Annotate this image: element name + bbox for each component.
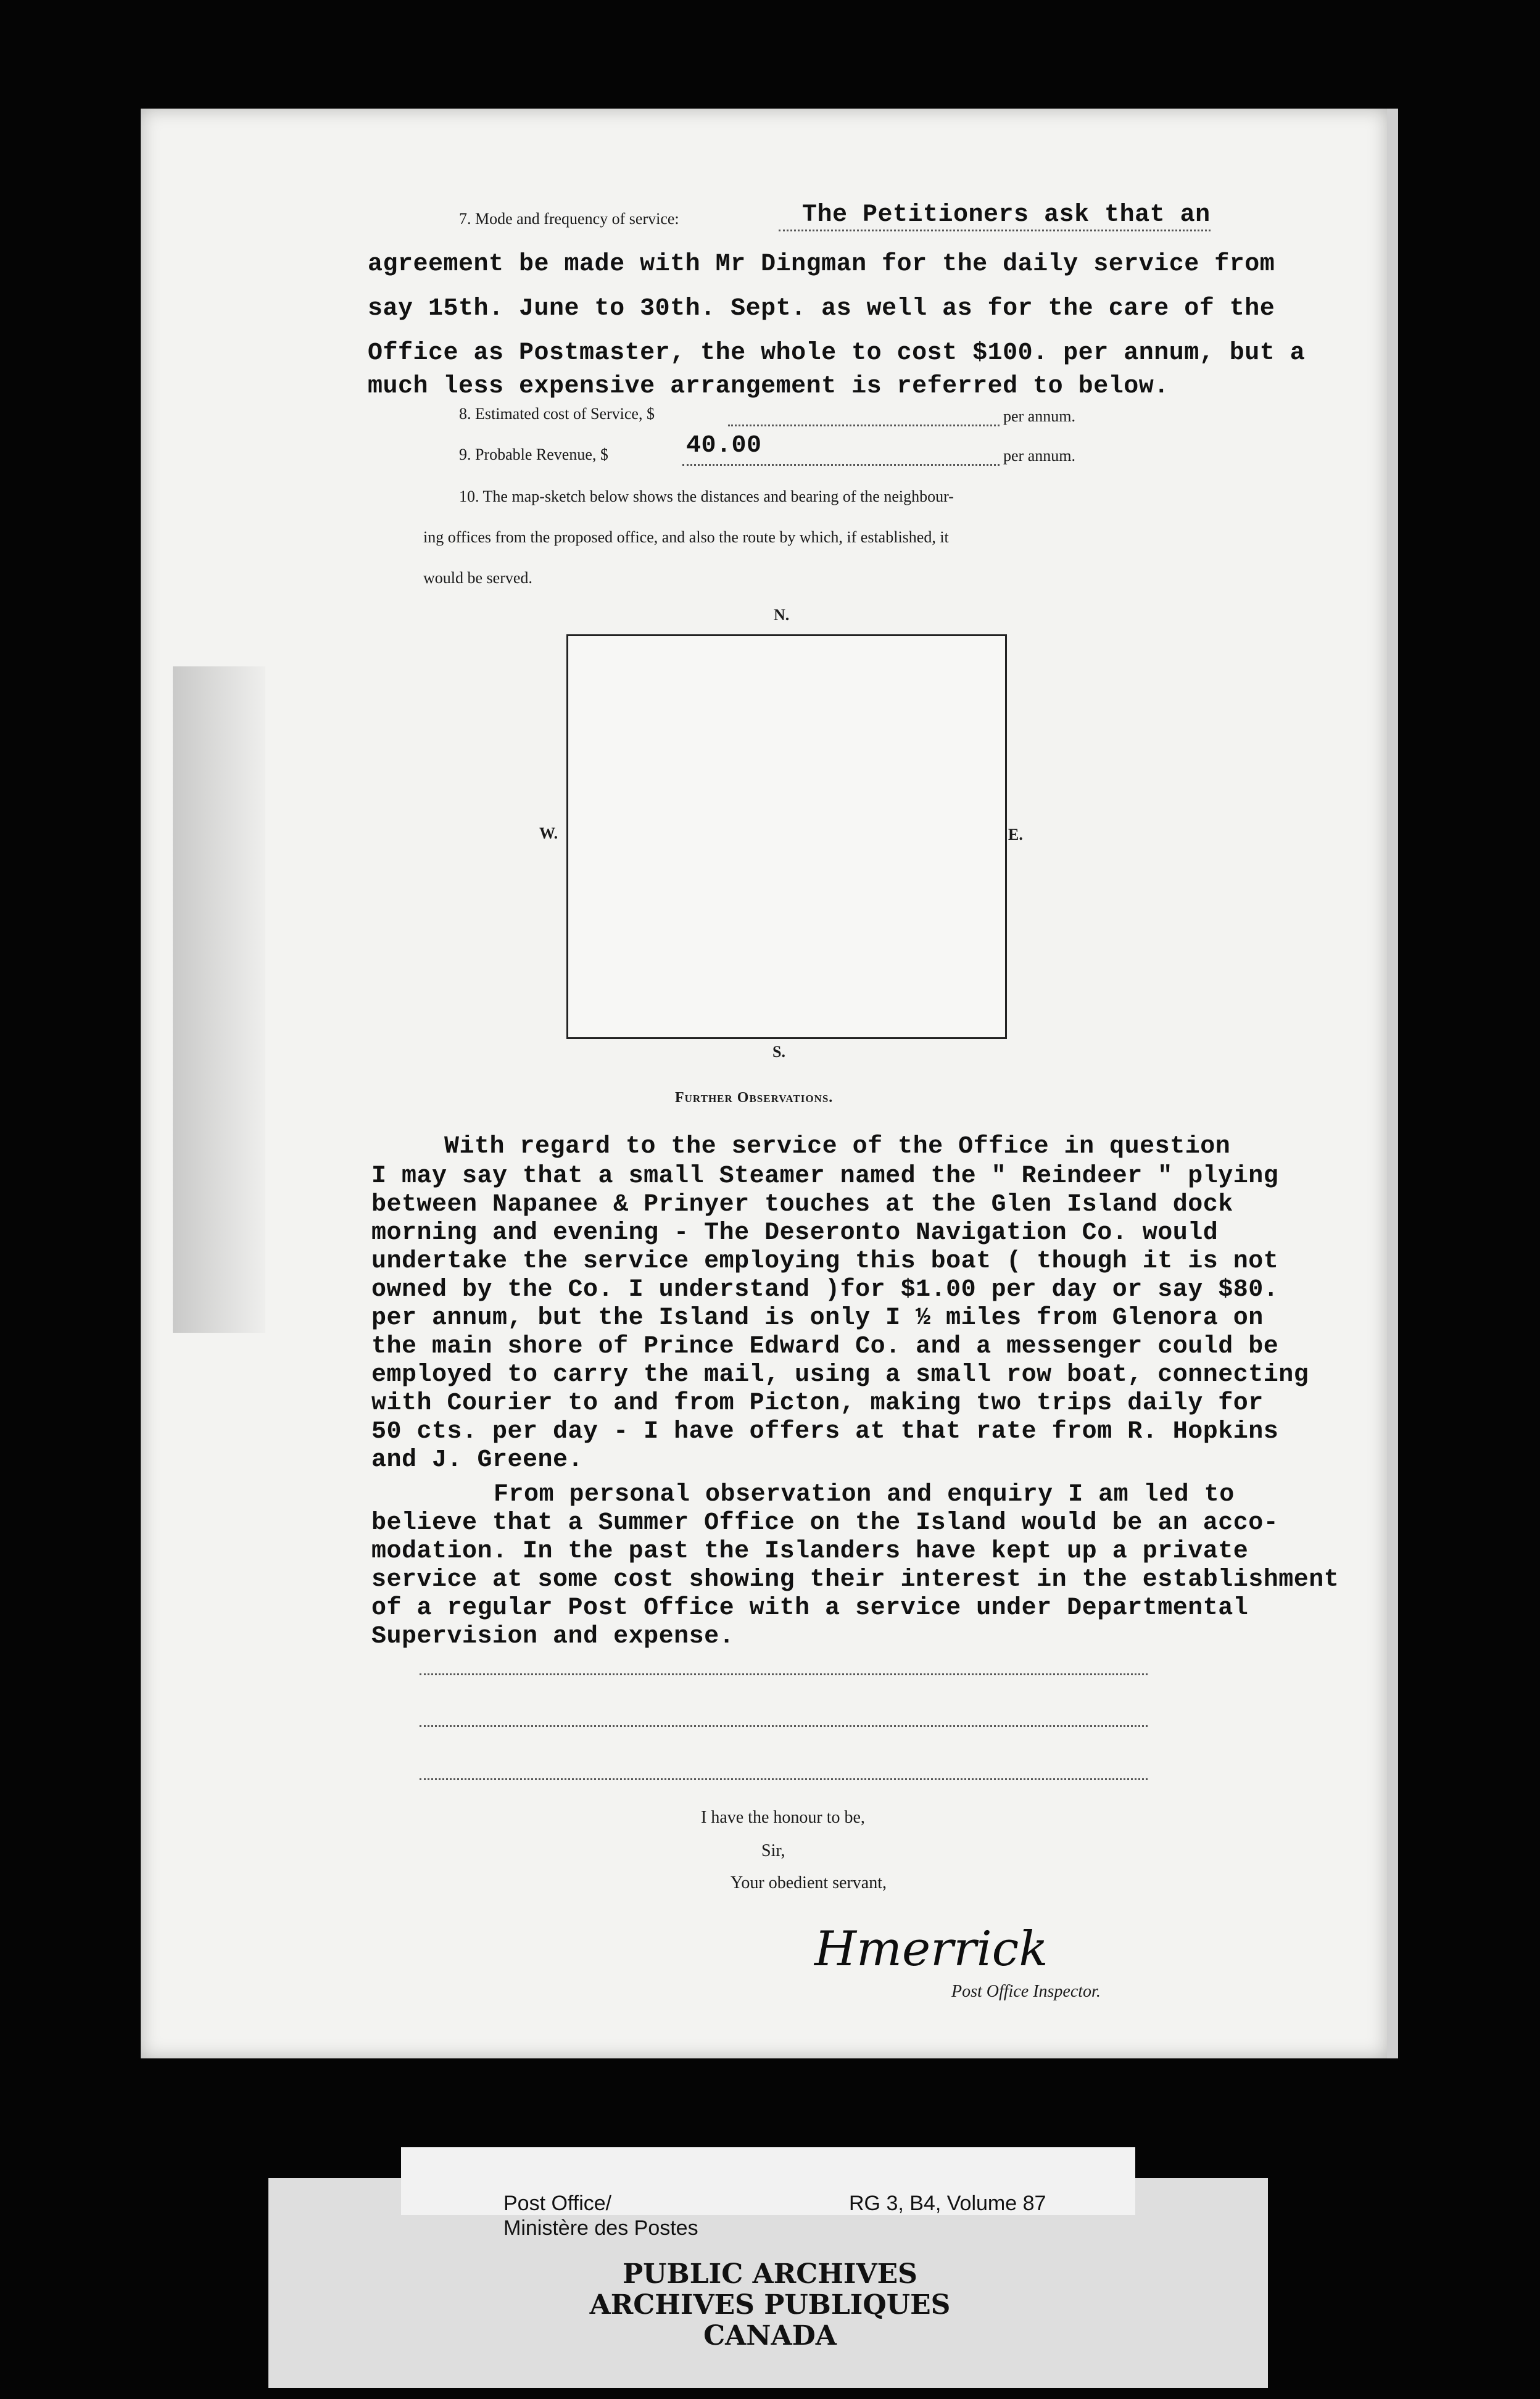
observation-line-4: morning and evening - The Deseronto Navigation Co. would	[371, 1219, 1219, 1247]
archives-line-3: CANADA	[703, 2320, 837, 2351]
item7-dotline	[779, 230, 1211, 231]
closing-line-3: Your obedient servant,	[731, 1873, 887, 1892]
observation-line-5: undertake the service employing this boat ( though it is not	[371, 1248, 1279, 1275]
observation-line-15: modation. In the past the Islanders have kept up a private	[371, 1538, 1249, 1565]
observation-line-6: owned by the Co. I understand )for $1.00 per day or say $80.	[371, 1276, 1279, 1304]
compass-east: E.	[1008, 826, 1023, 843]
item9-per-annum: per annum.	[1003, 447, 1075, 465]
closing-line-2: Sir,	[761, 1841, 785, 1860]
archives-line-2: ARCHIVES PUBLIQUES	[589, 2289, 951, 2321]
observation-line-16: service at some cost showing their interest in the establishment	[371, 1566, 1339, 1594]
item7-text-line1: The Petitioners ask that an	[802, 201, 1211, 229]
observation-line-9: employed to carry the mail, using a small row boat, connecting	[371, 1361, 1309, 1389]
item9-value: 40.00	[686, 432, 762, 460]
observation-line-1: With regard to the service of the Office in question	[444, 1133, 1231, 1161]
further-observations-title: Further Observations.	[675, 1090, 834, 1106]
observation-line-12: and J. Greene.	[371, 1446, 584, 1474]
observation-line-14: believe that a Summer Office on the Island would be an acco-	[371, 1509, 1279, 1537]
compass-south: S.	[772, 1043, 785, 1061]
observation-line-11: 50 cts. per day - I have offers at that rate from R. Hopkins	[371, 1418, 1279, 1446]
item10-line1: 10. The map-sketch below shows the distances and bearing of the neighbour-	[459, 487, 954, 505]
signer-title: Post Office Inspector.	[951, 1982, 1101, 2001]
observation-line-8: the main shore of Prince Edward Co. and a messenger could be	[371, 1333, 1279, 1361]
archive-reference: RG 3, B4, Volume 87	[849, 2192, 1046, 2215]
item9-dotline	[682, 464, 1000, 466]
observation-line-13: From personal observation and enquiry I am led to	[494, 1481, 1235, 1509]
item10-line2: ing offices from the proposed office, and also the route by which, if established, it	[423, 528, 949, 546]
blank-dotline-3	[420, 1778, 1148, 1780]
item7-label: 7. Mode and frequency of service:	[459, 210, 679, 228]
item10-line3: would be served.	[423, 569, 532, 587]
observation-line-18: Supervision and expense.	[371, 1623, 735, 1651]
blank-dotline-1	[420, 1673, 1148, 1675]
department-line-1: Post Office/	[503, 2192, 612, 2215]
document-page	[141, 109, 1398, 2058]
department-line-2: Ministère des Postes	[503, 2216, 698, 2240]
observation-line-3: between Napanee & Prinyer touches at the Glen Island dock	[371, 1191, 1233, 1219]
item8-label: 8. Estimated cost of Service, $	[459, 405, 655, 423]
closing-line-1: I have the honour to be,	[701, 1808, 865, 1827]
item7-text-line2: agreement be made with Mr Dingman for the daily service from	[368, 251, 1275, 278]
item7-text-line3: say 15th. June to 30th. Sept. as well as for the care of the	[368, 295, 1275, 323]
observation-line-17: of a regular Post Office with a service under Departmental	[371, 1594, 1249, 1622]
item8-dotline	[728, 425, 1000, 426]
item8-per-annum: per annum.	[1003, 407, 1075, 425]
item7-text-line4: Office as Postmaster, the whole to cost $100. per annum, but a	[368, 339, 1306, 367]
observation-line-7: per annum, but the Island is only I ½ miles from Glenora on	[371, 1304, 1264, 1332]
item9-label: 9. Probable Revenue, $	[459, 445, 608, 463]
paper-stain	[173, 666, 265, 1333]
inspector-signature: Hmerrick	[814, 1921, 1048, 1977]
archives-line-1: PUBLIC ARCHIVES	[623, 2258, 917, 2290]
observation-line-10: with Courier to and from Picton, making two trips daily for	[371, 1390, 1264, 1417]
blank-dotline-2	[420, 1725, 1148, 1727]
item7-text-line5: much less expensive arrangement is referred to below.	[368, 373, 1169, 400]
map-sketch-box	[566, 634, 1007, 1039]
compass-north: N.	[774, 606, 790, 624]
compass-west: W.	[539, 824, 558, 842]
observation-line-2: I may say that a small Steamer named the " Reindeer " plying	[371, 1162, 1279, 1190]
